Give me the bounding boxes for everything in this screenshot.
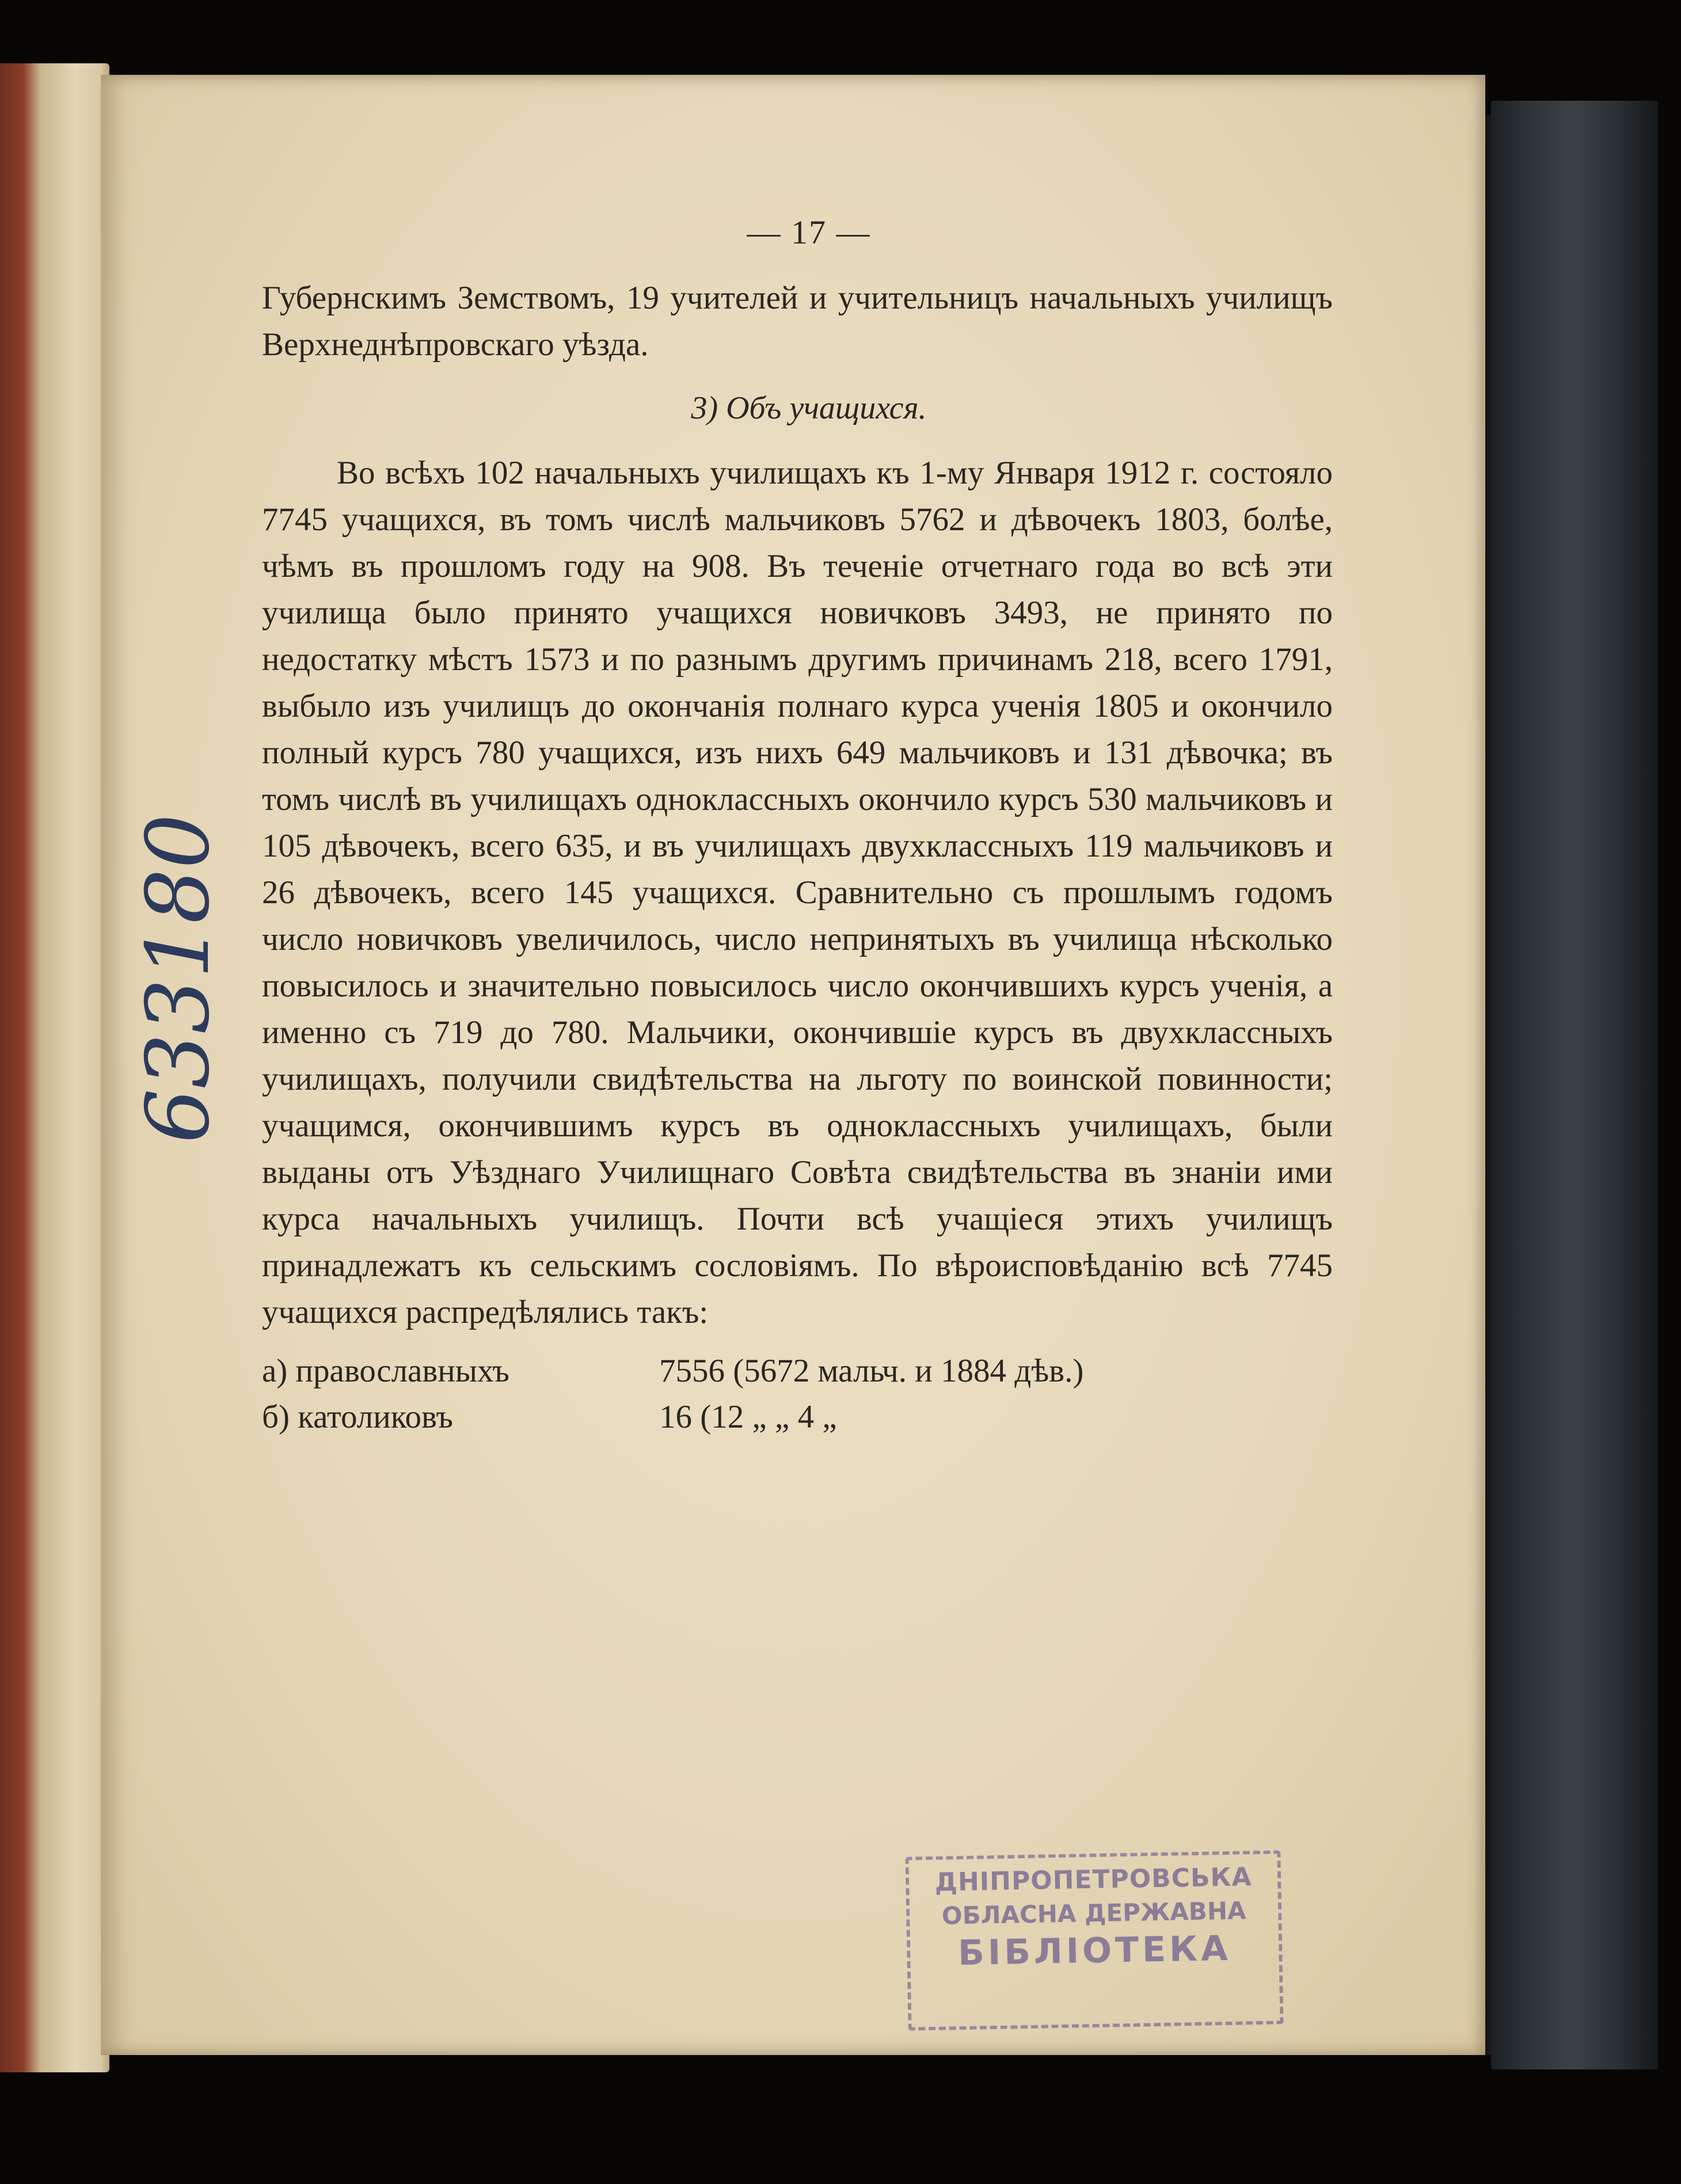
- denomination-list: [262, 1348, 1333, 1440]
- list-item-label: а) православныхъ: [262, 1353, 509, 1389]
- library-stamp: [905, 1850, 1283, 2030]
- list-item-label: б) католиковъ: [262, 1399, 454, 1435]
- list-item-value: 7556 (5672 мальч. и 1884 дѣв.): [659, 1353, 1084, 1389]
- handwritten-inventory-number: 633180: [128, 813, 229, 1144]
- list-item-value: 16 (12 „ „ 4 „: [659, 1399, 837, 1435]
- adjacent-page-edge: [0, 63, 109, 2072]
- section-heading: 3) Объ учащихся.: [691, 390, 927, 426]
- book-cover: [1491, 101, 1658, 2069]
- stamp-text-line: ДНІПРОПЕТРОВСЬКА: [934, 1862, 1252, 1897]
- book-page: [101, 75, 1485, 2055]
- stamp-text-line: БІБЛІОТЕКА: [957, 1928, 1232, 1974]
- list-item: [262, 1348, 1333, 1394]
- page-number: — 17 —: [747, 214, 871, 251]
- intro-paragraph: Губернскимъ Земствомъ, 19 учителей и учительницъ начальныхъ училищъ Верхнеднѣпровскаго уѣзда.: [262, 280, 1333, 363]
- list-item: [262, 1394, 1333, 1440]
- stamp-text-line: ОБЛАСНА ДЕРЖАВНА: [941, 1896, 1246, 1930]
- main-paragraph: Во всѣхъ 102 начальныхъ училищахъ къ 1-му Января 1912 г. состояло 7745 учащихся, въ томъ числѣ мальчиковъ 5762 и дѣвочекъ 1803, болѣе, чѣмъ въ прошломъ году на 908. Въ теченіе отчетнаго года во всѣ эти училища было принято учащихся новичковъ 3493, не принято по недостатку мѣстъ 1573 и по разнымъ другимъ причинамъ 218, всего 1791, выбыло изъ училищъ до окончанія полнаго курса ученія 1805 и окончило полный курсъ 780 учащихся, изъ нихъ 649 мальчиковъ и 131 дѣвочка; въ томъ числѣ въ училищахъ одноклассныхъ окончило курсъ 530 мальчиковъ и 105 дѣвочекъ, всего 635, и въ училищахъ двухклассныхъ 119 мальчиковъ и 26 дѣвочекъ, всего 145 учащихся. Сравнительно съ прошлымъ годомъ число новичковъ увеличилось, число непринятыхъ въ училища нѣсколько повысилось и значительно повысилось число окончившихъ курсъ ученія, а именно съ 719 до 780. Мальчики, окончившіе курсъ въ двухклассныхъ училищахъ, получили свидѣтельства на льготу по воинской повинности; учащимся, окончившимъ курсъ въ одноклассныхъ училищахъ, были выданы отъ Уѣзднаго Училищнаго Совѣта свидѣтельства въ знаніи ими курса начальныхъ училищъ. Почти всѣ учащіеся этихъ училищъ принадлежатъ къ сельскимъ сословіямъ. По вѣроисповѣданію всѣ 7745 учащихся распредѣлялись такъ:: [262, 455, 1333, 1330]
- page-content: [262, 213, 1333, 1440]
